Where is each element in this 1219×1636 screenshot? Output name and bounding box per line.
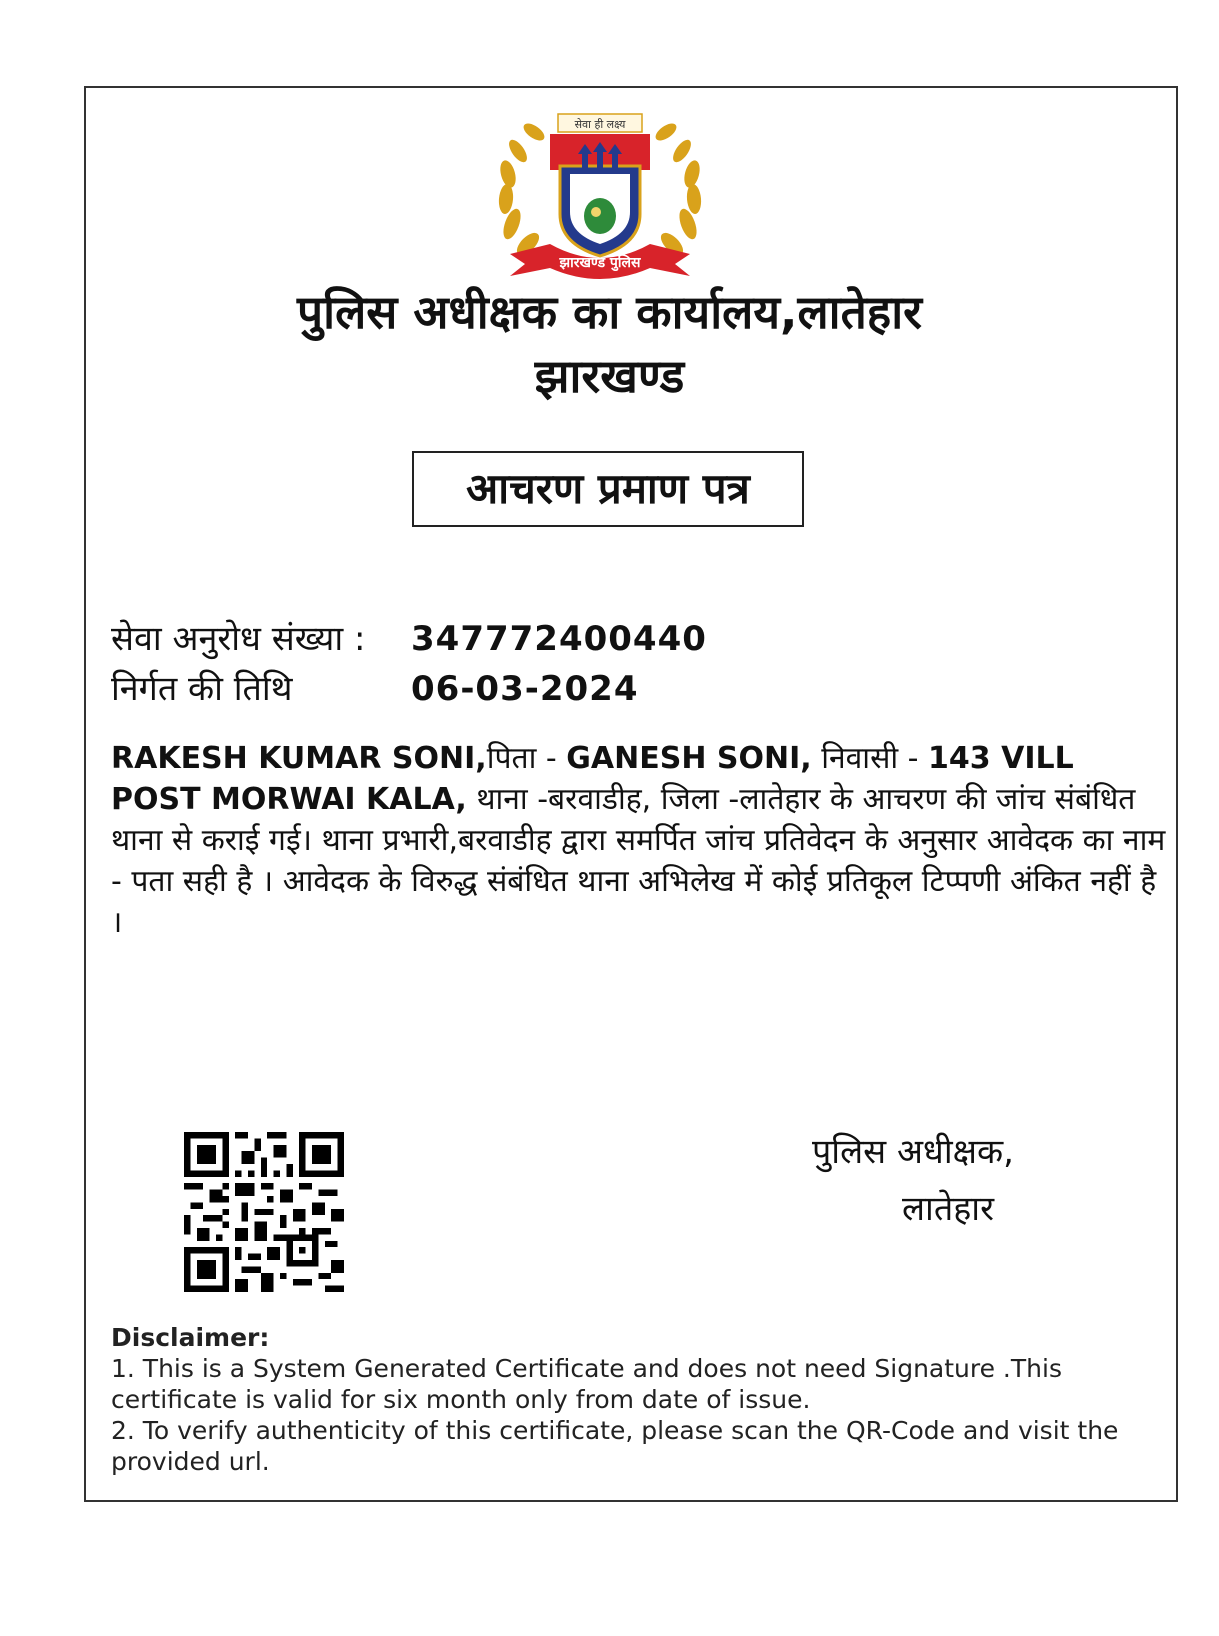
request-number-value: 347772400440 [411,619,707,659]
office-state: झारखण्ड [534,349,685,403]
office-title: पुलिस अधीक्षक का कार्यालय,लातेहार [297,285,922,339]
signatory-place: लातेहार [902,1189,995,1229]
svg-text:झारखण्ड पुलिस: झारखण्ड पुलिस [559,255,641,271]
jharkhand-police-emblem [490,104,710,294]
qr-code [184,1132,344,1292]
disclaimer-heading: Disclaimer: [111,1323,270,1352]
applicant-name: RAKESH KUMAR SONI, [111,741,487,776]
issue-date-label: निर्गत की तिथि [111,669,293,709]
applicant-address: 143 VILL POST MORWAI KALA, [111,741,1074,817]
body-statement: थाना -बरवाडीह, जिला -लातेहार के आचरण की जांच संबंधित थाना से कराई गई। थाना प्रभारी,बरवाडीह द्वारा समर्पित जांच प्रतिवेदन के अनुसार आवेदक का नाम - पता सही है । आवेदक के विरुद्ध संबंधित थाना अभिलेख में कोई प्रतिकूल टिप्पणी अंकित नहीं है । [111,782,1166,940]
certificate-body [111,738,1166,943]
signatory-designation: पुलिस अधीक्षक, [812,1132,1014,1172]
disclaimer-line-1: 1. This is a System Generated Certificate and does not need Signature .This certificate is valid for six month only from date of issue. [111,1354,1062,1414]
resident-label: निवासी - [811,741,929,776]
issue-date-value: 06-03-2024 [411,669,639,709]
disclaimer-line-2: 2. To verify authenticity of this certificate, please scan the QR-Code and visit the provided url. [111,1416,1119,1476]
disclaimer [111,1322,1151,1477]
svg-text:सेवा ही लक्ष्य: सेवा ही लक्ष्य [574,118,626,131]
father-label: पिता - [486,741,567,776]
request-number-label: सेवा अनुरोध संख्या : [111,619,366,659]
certificate-title: आचरण प्रमाण पत्र [412,451,804,527]
father-name: GANESH SONI, [566,741,812,776]
